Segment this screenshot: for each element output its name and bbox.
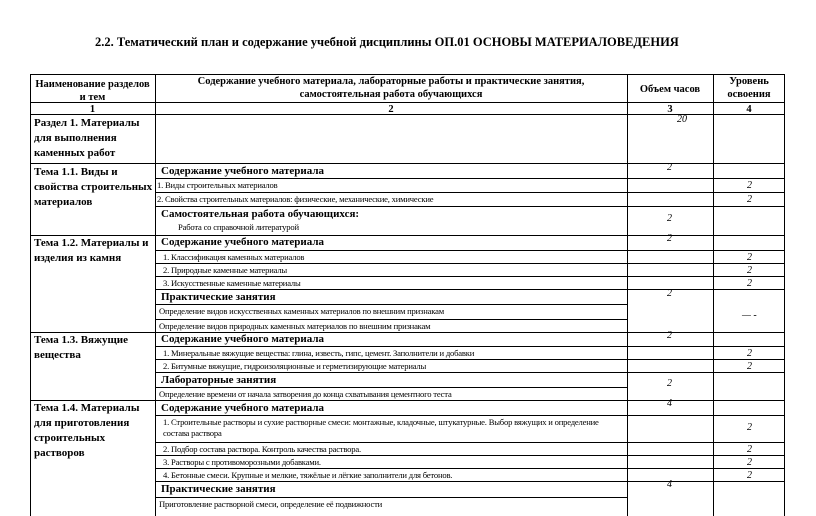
topic-1-4-item-4: 4. Бетонные смеси. Крупные и мелкие, тяжёлые и лёгкие заполнители для бетонов. [163, 470, 453, 480]
topic-1-2-content-hours: 2 [667, 233, 672, 244]
topic-1-1-content-title: Содержание учебного материала [161, 165, 325, 177]
topic-1-3-lab-hours: 2 [667, 378, 672, 389]
header-sections-topics: Наименование разделов и тем [35, 79, 150, 104]
topic-1-3-item-1-level: 2 [747, 348, 752, 359]
topic-1-2-item-2: 2. Природные каменные материалы [163, 265, 287, 275]
topic-1-2-practice-item-1: Определение видов искусственных каменных материалов по внешним признакам [159, 306, 444, 316]
topic-1-4-practice-hours: 4 [667, 479, 672, 490]
topic-1-4-content-title: Содержание учебного материала [161, 402, 325, 414]
topic-1-3-content-hours: 2 [667, 330, 672, 341]
topic-1-1-self-hours: 2 [667, 213, 672, 224]
topic-1-2-item-1-level: 2 [747, 252, 752, 263]
section-1-title: Раздел 1. Материалы для выполнения каменных работ [34, 117, 140, 159]
header-level: Уровень освоения [727, 76, 771, 101]
topic-1-4-content-hours: 4 [667, 398, 672, 409]
topic-1-2-item-3: 3. Искусственные каменные материалы [163, 278, 301, 288]
topic-1-3-item-2-level: 2 [747, 361, 752, 372]
section-1-hours: 20 [677, 114, 687, 125]
topic-1-4-item-4-level: 2 [747, 470, 752, 481]
topic-1-4-item-3-level: 2 [747, 457, 752, 468]
topic-1-2-practice-level: — - [742, 310, 757, 321]
topic-1-2-item-2-level: 2 [747, 265, 752, 276]
topic-1-4-practice-title: Практические занятия [161, 483, 276, 495]
topic-1-2-name: Тема 1.2. Материалы и изделия из камня [34, 237, 149, 264]
topic-1-1-item-1: 1. Виды строительных материалов [157, 180, 278, 190]
topic-1-3-item-1: 1. Минеральные вяжущие вещества: глина, известь, гипс, цемент. Заполнители и добавки [163, 348, 475, 358]
topic-1-3-item-2: 2. Битумные вяжущие, гидроизоляционные и герметизирующие материалы [163, 361, 427, 371]
topic-1-4-item-3: 3. Растворы с противоморозными добавками. [163, 457, 321, 467]
topic-1-1-self-item: Работа со справочной литературой [178, 222, 299, 232]
topic-1-1-item-2-level: 2 [747, 194, 752, 205]
topic-1-1-content-hours: 2 [667, 162, 672, 173]
topic-1-3-lab-title: Лабораторные занятия [161, 374, 277, 386]
topic-1-4-item-1-level: 2 [747, 422, 752, 433]
topic-1-1-item-1-level: 2 [747, 180, 752, 191]
topic-1-4-item-1: 1. Строительные растворы и сухие растворные смеси: монтажные, кладочные, штукатурные. Выбор вяжущих и определение состава раствора [163, 417, 599, 438]
header-content: Содержание учебного материала, лабораторные работы и практические занятия, самостоятельная работа обучающихся [197, 76, 585, 101]
topic-1-2-content-title: Содержание учебного материала [161, 236, 325, 248]
page-title: 2.2. Тематический план и содержание учебной дисциплины ОП.01 ОСНОВЫ МАТЕРИАЛОВЕДЕНИЯ [95, 35, 679, 49]
topic-1-2-item-3-level: 2 [747, 278, 752, 289]
topic-1-2-item-1: 1. Классификация каменных материалов [163, 252, 305, 262]
topic-1-3-lab-item: Определение времени от начала затворения до конца схватывания цементного теста [159, 389, 452, 399]
topic-1-3-name: Тема 1.3. Вяжущие вещества [34, 334, 128, 361]
thematic-plan-table [30, 74, 785, 516]
col-number-3: 3 [667, 104, 673, 115]
topic-1-2-practice-title: Практические занятия [161, 291, 276, 303]
topic-1-2-practice-hours: 2 [667, 288, 672, 299]
col-number-4: 4 [746, 104, 752, 115]
topic-1-1-name: Тема 1.1. Виды и свойства строительных материалов [34, 166, 153, 208]
topic-1-2-practice-item-2: Определение видов природных каменных материалов по внешним признакам [159, 321, 431, 331]
topic-1-1-item-2: 2. Свойства строительных материалов: физические, механические, химические [157, 194, 434, 204]
col-number-2: 2 [388, 104, 394, 115]
topic-1-4-practice-item: Приготовление растворной смеси, определение её подвижности [159, 499, 383, 509]
topic-1-4-item-2: 2. Подбор состава раствора. Контроль качества раствора. [163, 444, 361, 454]
topic-1-4-name: Тема 1.4. Материалы для приготовления строительных растворов [34, 402, 140, 459]
topic-1-1-self-title: Самостоятельная работа обучающихся: [161, 208, 360, 220]
col-number-1: 1 [89, 104, 96, 115]
topic-1-3-content-title: Содержание учебного материала [161, 333, 325, 345]
header-hours: Объем часов [639, 84, 701, 95]
topic-1-4-item-2-level: 2 [747, 444, 752, 455]
